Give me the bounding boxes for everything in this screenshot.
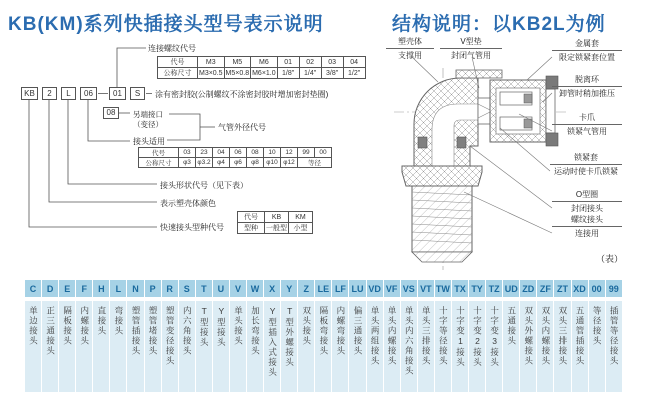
shape-desc: 双头外螺接头 [523, 306, 534, 366]
part-name: 卡爪 [552, 112, 622, 125]
shape-code: VF [384, 280, 400, 297]
shape-code: XD [572, 280, 588, 297]
shape-desc-cell [42, 301, 58, 392]
shape-desc-cell [537, 301, 553, 392]
shape-code-column [537, 280, 553, 392]
shape-code: VS [401, 280, 417, 297]
shape-desc-cell [110, 301, 126, 392]
shape-desc: T型外螺接头 [284, 306, 295, 368]
shape-desc-cell [230, 301, 246, 392]
shape-code: VD [367, 280, 383, 297]
shape-code-column [486, 280, 502, 392]
shape-code: TY [469, 280, 485, 297]
shape-code-column [247, 280, 263, 392]
shape-code: LU [349, 280, 365, 297]
structure-drawing [394, 68, 566, 270]
shape-code: T [196, 280, 212, 297]
shape-code: TX [452, 280, 468, 297]
shape-desc-cell [520, 301, 536, 392]
shape-desc: T型接头 [199, 306, 210, 348]
table-cell: 08 [247, 148, 264, 158]
table-cell: M5×0.8 [225, 69, 250, 77]
shape-desc: 隔板弯接头 [318, 306, 329, 356]
shape-code-column [162, 280, 178, 392]
part-label-thread-joint [552, 214, 622, 239]
shape-code-column [520, 280, 536, 392]
shape-code-column [25, 280, 41, 392]
shape-desc: 五通接头 [506, 306, 517, 346]
tube-od-table [138, 147, 332, 168]
shape-code: W [247, 280, 263, 297]
shape-desc: 十字等径接头 [438, 306, 449, 366]
shape-desc: Y型插入式接头 [267, 306, 278, 378]
table-cell: 代号 [238, 212, 265, 223]
thread-code-label: 连接螺纹代号 [148, 44, 196, 53]
shape-code: V [230, 280, 246, 297]
part-name: 塑壳体 [386, 36, 434, 49]
series-type-label: 快速接头型种代号 [160, 223, 224, 232]
shape-code: VT [418, 280, 434, 297]
shape-code-column [435, 280, 451, 392]
shape-code-column [503, 280, 519, 392]
shape-code-column [384, 280, 400, 392]
table-cell: 小型 [289, 223, 313, 234]
part-desc: 封闭接头 [571, 204, 603, 213]
shape-code-column [59, 280, 75, 392]
shape-desc: 双头三排接头 [557, 306, 568, 366]
table-cell: 一般型 [265, 223, 289, 234]
shape-desc: 塑管插接头 [130, 306, 141, 356]
shape-desc-cell [572, 301, 588, 392]
part-label-oring [552, 189, 622, 214]
table-cell: 1/4" [299, 68, 321, 79]
shape-code-column [76, 280, 92, 392]
shape-code-column [332, 280, 348, 392]
seal-note: 涂有密封胶(公制螺纹不涂密封胶时增加密封垫圈) [155, 90, 329, 99]
shape-code-column [418, 280, 434, 392]
shape-code-column [606, 280, 622, 392]
table-cell: 代号 [158, 57, 198, 68]
part-label-claw [552, 112, 622, 137]
shape-desc: 双头接头 [301, 306, 312, 346]
shape-code: L [110, 280, 126, 297]
part-label-shell [386, 36, 434, 61]
table-cell: KM [289, 212, 313, 223]
shape-desc-cell [503, 301, 519, 392]
shape-desc: 十字变2接头 [472, 306, 483, 368]
shape-code: S [179, 280, 195, 297]
part-name: 脱离环 [552, 74, 622, 87]
shape-desc-cell [213, 301, 229, 392]
shape-desc: 十字变3接头 [489, 306, 500, 368]
shape-code: ZF [537, 280, 553, 297]
shape-code-column [315, 280, 331, 392]
table-cell: φ4 [213, 158, 230, 168]
shape-desc: 单头内六角接头 [404, 306, 415, 376]
table-cell: φ12 [281, 158, 298, 168]
shape-desc-cell [367, 301, 383, 392]
part-desc: 运动时使卡爪锁紧 [554, 167, 618, 176]
shape-code-column [110, 280, 126, 392]
shape-code: N [127, 280, 143, 297]
shape-desc-cell [332, 301, 348, 392]
shape-desc: 塑管堵接头 [148, 306, 159, 356]
shape-desc: 单边接头 [28, 306, 39, 346]
shape-desc-cell [264, 301, 280, 392]
thread-code-table [157, 56, 366, 79]
table-cell: 01 [277, 57, 299, 68]
shape-desc-cell [418, 301, 434, 392]
table-cell: 23 [196, 148, 213, 158]
shape-desc: 内螺接头 [79, 306, 90, 346]
part-desc: 卸管时稍加推压 [559, 89, 615, 98]
table-cell: 10 [264, 148, 281, 158]
table-cell: 等径 [298, 158, 332, 168]
part-label-metal-sleeve [552, 38, 622, 63]
shape-code: Z [298, 280, 314, 297]
table-cell: φ3.2 [197, 159, 211, 166]
shape-code: ZD [520, 280, 536, 297]
table-cell: φ10 [264, 158, 281, 168]
shape-desc-cell [401, 301, 417, 392]
shape-code-table [25, 280, 622, 392]
shape-code-column [213, 280, 229, 392]
part-label-vseal [440, 36, 502, 61]
shape-code-column [589, 280, 605, 392]
shape-code: UD [503, 280, 519, 297]
part-name: O型圈 [552, 189, 622, 202]
shape-desc-cell [196, 301, 212, 392]
table-cell: 99 [298, 148, 315, 158]
shape-desc-cell [59, 301, 75, 392]
other-end-sub: （变径） [133, 120, 163, 129]
table-cell: 公称尺寸 [158, 68, 198, 79]
tube-od-code-label: 气管外径代号 [218, 123, 266, 132]
table-cell: M6 [251, 57, 278, 68]
shape-code: ZT [554, 280, 570, 297]
part-name: 螺纹接头 [552, 214, 622, 227]
shell-color-label: 表示塑壳体颜色 [160, 199, 216, 208]
model-box-thread: 01 [109, 87, 126, 100]
shape-code: LF [332, 280, 348, 297]
shape-code: C [25, 280, 41, 297]
table-cell: 06 [230, 148, 247, 158]
part-label-leaders [412, 57, 552, 233]
shape-code: TZ [486, 280, 502, 297]
shape-desc: 单头三排接头 [421, 306, 432, 366]
model-box-series: KB [21, 87, 38, 100]
table-cell: 3/8" [321, 68, 343, 79]
table-cell: M3×0.5 [199, 69, 223, 77]
table-cell: 代号 [139, 148, 179, 158]
shape-code-column [572, 280, 588, 392]
table-cell: 公称尺寸 [139, 158, 179, 168]
shape-desc: 内螺弯接头 [335, 306, 346, 356]
shape-code: H [93, 280, 109, 297]
table-cell: 04 [343, 57, 365, 68]
part-desc: 连接用 [575, 229, 599, 238]
shape-desc: 内六角接头 [182, 306, 193, 356]
shape-desc-cell [93, 301, 109, 392]
shape-code: P [145, 280, 161, 297]
shape-desc: 等径接头 [592, 306, 603, 346]
series-type-table [237, 211, 313, 234]
shape-desc-cell [179, 301, 195, 392]
table-reference-note: （表） [596, 254, 624, 264]
shape-desc-cell [469, 301, 485, 392]
shape-desc-cell [281, 301, 297, 392]
table-cell: 02 [299, 57, 321, 68]
shape-desc-cell [486, 301, 502, 392]
shape-code: X [264, 280, 280, 297]
fit-label: 接头适用 [133, 137, 165, 146]
shape-code-column [298, 280, 314, 392]
shape-code-column [469, 280, 485, 392]
table-cell: φ3 [179, 158, 196, 168]
model-box-seal: S [130, 87, 145, 100]
shape-code-column [367, 280, 383, 392]
shape-desc-cell [25, 301, 41, 392]
table-cell: M6×1.0 [252, 69, 276, 77]
shape-desc-cell [384, 301, 400, 392]
shape-desc: 隔板接头 [62, 306, 73, 346]
shape-desc: Y型接头 [216, 306, 227, 348]
shape-desc: 正三通接头 [45, 306, 56, 356]
shape-desc: 插管等径接头 [609, 306, 620, 366]
shape-code: LE [315, 280, 331, 297]
part-name: 金属套 [552, 38, 622, 51]
shape-desc: 单头两组接头 [370, 306, 381, 366]
shape-code-column [196, 280, 212, 392]
shape-code-column [127, 280, 143, 392]
shape-desc-cell [247, 301, 263, 392]
shape-code: D [42, 280, 58, 297]
part-desc: 支撑用 [398, 51, 422, 60]
shape-desc-cell [589, 301, 605, 392]
shape-code-column [145, 280, 161, 392]
shape-desc: 加长弯接头 [250, 306, 261, 356]
left-section-title: KB(KM)系列快插接头型号表示说明 [8, 14, 324, 35]
shape-code-column [93, 280, 109, 392]
shape-desc: 十字变1接头 [455, 306, 466, 368]
shape-code-column [452, 280, 468, 392]
shape-code: U [213, 280, 229, 297]
shape-code-column [401, 280, 417, 392]
part-desc: 封闭气管用 [451, 51, 491, 60]
table-cell: 03 [321, 57, 343, 68]
shape-code-column [264, 280, 280, 392]
shape-desc: 单头接头 [233, 306, 244, 346]
shape-desc: 五通管插接头 [575, 306, 585, 366]
shape-desc-cell [298, 301, 314, 392]
table-cell: 12 [281, 148, 298, 158]
part-desc: 锁紧气管用 [567, 127, 607, 136]
table-cell: φ6 [230, 158, 247, 168]
part-name: V型垫 [440, 36, 502, 49]
shape-code: 00 [589, 280, 605, 297]
model-box-other-end: 08 [103, 107, 119, 119]
shape-code-column [42, 280, 58, 392]
shape-desc-cell [127, 301, 143, 392]
shape-desc: 单头内螺接头 [387, 306, 398, 366]
table-cell: 1/8" [277, 68, 299, 79]
shape-code-column [281, 280, 297, 392]
table-cell: M5 [224, 57, 251, 68]
shape-code: R [162, 280, 178, 297]
shape-desc-cell [315, 301, 331, 392]
shape-desc-cell [452, 301, 468, 392]
right-section-title: 结构说明：以KB2L为例 [392, 14, 606, 35]
table-cell: 型种 [238, 223, 265, 234]
table-cell: KB [265, 212, 289, 223]
shape-desc-cell [606, 301, 622, 392]
part-label-release-ring [552, 74, 622, 99]
shape-code-column [349, 280, 365, 392]
shape-code-column [554, 280, 570, 392]
shape-code: F [76, 280, 92, 297]
shape-desc: 直接头 [96, 306, 107, 336]
shape-desc-cell [554, 301, 570, 392]
shape-desc-cell [162, 301, 178, 392]
part-desc: 限定锁紧套位置 [559, 53, 615, 62]
table-cell: M3 [198, 57, 225, 68]
model-box-color: 2 [42, 87, 57, 100]
shape-code-column [230, 280, 246, 392]
shape-code-label: 接头形状代号（见下表） [160, 181, 248, 190]
shape-desc-cell [435, 301, 451, 392]
table-cell: φ8 [247, 158, 264, 168]
shape-desc-cell [76, 301, 92, 392]
table-cell: 04 [213, 148, 230, 158]
shape-desc-cell [349, 301, 365, 392]
shape-code: TW [435, 280, 451, 297]
part-label-lock-sleeve [550, 152, 622, 177]
shape-code-column [179, 280, 195, 392]
shape-desc: 塑管变径接头 [165, 306, 176, 366]
shape-code: 99 [606, 280, 622, 297]
shape-code: Y [281, 280, 297, 297]
shape-desc: 双头内螺接头 [540, 306, 551, 366]
table-cell: 03 [179, 148, 196, 158]
part-name: 锁紧套 [550, 152, 622, 165]
shape-code: E [59, 280, 75, 297]
model-box-shape: L [61, 87, 76, 100]
shape-desc: 弯接头 [113, 306, 124, 336]
shape-desc-cell [145, 301, 161, 392]
table-cell: 1/2" [343, 68, 365, 79]
table-cell: 00 [315, 148, 332, 158]
model-box-tube: 06 [80, 87, 97, 100]
shape-desc: 偏三通接头 [352, 306, 363, 356]
other-end-label: 另端接口 [133, 110, 163, 119]
